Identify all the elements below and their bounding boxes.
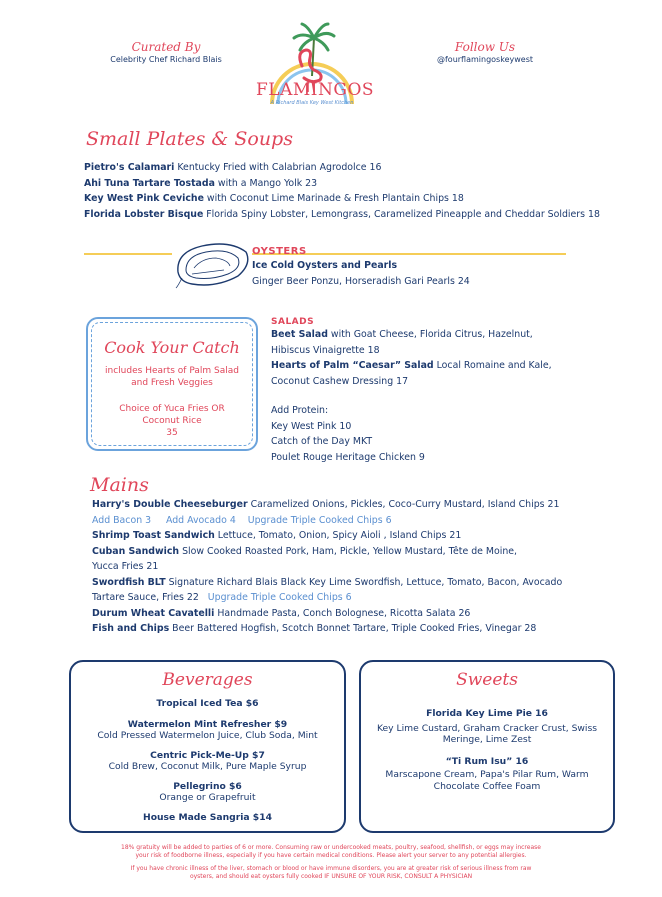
oysters-block (252, 246, 470, 289)
beverage-desc: Orange or Grapefruit (159, 792, 256, 803)
cook-line: Coconut Rice (142, 416, 202, 426)
sweet-name: Florida Key Lime Pie 16 (426, 708, 548, 719)
menu-item: Ahi Tuna Tartare Tostada with a Mango Yolk 23 (84, 177, 318, 189)
menu-item: Key West Pink Ceviche with Coconut Lime Marinade & Fresh Plantain Chips 18 (84, 193, 464, 204)
oyster-icon (172, 236, 252, 290)
beverage-name: Centric Pick-Me-Up $7 (150, 749, 265, 761)
protein-item: Poulet Rouge Heritage Chicken 9 (271, 451, 425, 463)
small-plates-list (84, 160, 600, 222)
sweet-desc: Meringe, Lime Zest (442, 734, 532, 745)
disclaimer-line: your risk of foodborne illness, especially if you have certain medical conditions. Please alert your server to any potential allergies. (135, 851, 527, 859)
sweet-desc: Key Lime Custard, Graham Cracker Crust, Swiss (376, 722, 598, 734)
menu-item: Shrimp Toast Sandwich Lettuce, Tomato, Onion, Spicy Aioli , Island Chips 21 (92, 530, 462, 541)
curated-by-label: Curated By (131, 40, 201, 54)
sweets-box (359, 660, 615, 833)
menu-item-name: Ice Cold Oysters and Pearls (252, 260, 398, 271)
salads-title: SALADS (271, 317, 315, 327)
beverages-title: Beverages (162, 670, 253, 690)
sweets-title: Sweets (456, 670, 518, 690)
cook-line: includes Hearts of Palm Salad (105, 366, 239, 376)
add-protein-label: Add Protein: (271, 405, 329, 416)
menu-item: Fish and Chips Beer Battered Hogfish, Scotch Bonnet Tartare, Triple Cooked Fries, Vinegar 28 (92, 623, 537, 634)
beverage-desc: Cold Pressed Watermelon Juice, Club Soda, Mint (97, 730, 318, 741)
menu-item-desc: Yucca Fries 21 (92, 561, 159, 572)
section-title-small-plates: Small Plates & Soups (86, 128, 293, 150)
menu-item: Swordfish BLT Signature Richard Blais Black Key Lime Swordfish, Lettuce, Tomato, Bacon, Avocado (92, 576, 563, 588)
beverage-name: Pellegrino $6 (173, 780, 242, 792)
beverage-name: House Made Sangria $14 (143, 811, 272, 823)
menu-item-desc: Hibiscus Vinaigrette 18 (271, 344, 380, 356)
logo-tagline: A Richard Blais Key West Kitchen (270, 100, 354, 106)
beverage-name: Watermelon Mint Refresher $9 (127, 718, 288, 730)
menu-item: Harry's Double Cheeseburger Caramelized Onions, Pickles, Coco-Curry Mustard, Island Chips 21 (92, 499, 560, 510)
menu-item: Florida Lobster Bisque Florida Spiny Lobster, Lemongrass, Caramelized Pineapple and Cheddar Soldiers 18 (84, 208, 600, 220)
oysters-title: OYSTERS (252, 246, 307, 257)
beverages-box (69, 660, 346, 833)
logo-wordmark: FLAMINGOS (256, 80, 375, 100)
burger-addons: Add Bacon 3 Add Avocado 4 Upgrade Triple Cooked Chips 6 (92, 514, 392, 526)
section-title-mains: Mains (90, 474, 149, 496)
cook-your-catch-details (86, 365, 258, 439)
menu-item: Beet Salad with Goat Cheese, Florida Citrus, Hazelnut, (271, 329, 533, 340)
sweet-desc: Marscapone Cream, Papa's Pilar Rum, Warm (385, 769, 589, 780)
menu-item: Hearts of Palm “Caesar” Salad Local Romaine and Kale, (271, 360, 552, 371)
menu-item: Pietro's Calamari Kentucky Fried with Calabrian Agrodolce 16 (84, 162, 382, 173)
sweets-list (361, 708, 613, 792)
beverages-list (71, 698, 344, 823)
instagram-handle: @fourflamingoskeywest (436, 55, 533, 64)
beverage-desc: Cold Brew, Coconut Milk, Pure Maple Syrup (108, 761, 307, 772)
menu-item: Durum Wheat Cavatelli Handmade Pasta, Conch Bolognese, Ricotta Salata 26 (92, 607, 471, 619)
cook-price: 35 (166, 428, 178, 438)
disclaimer-line: 18% gratuity will be added to parties of 6 or more. Consuming raw or undercooked meats, poultry, seafood, shellfish, or eggs may increase (121, 844, 541, 851)
mains-list (92, 497, 562, 637)
menu-item-desc: Ginger Beer Ponzu, Horseradish Gari Pearls 24 (252, 275, 470, 287)
sweet-name: “Ti Rum Isu” 16 (445, 755, 529, 767)
cook-line: and Fresh Veggies (131, 378, 213, 388)
menu-item-desc: Tartare Sauce, Fries 22 Upgrade Triple Cooked Chips 6 (92, 592, 352, 603)
disclaimer-line: If you have chronic illness of the liver, stomach or blood or have immune disorders, you are at greater risk of serious illness from raw (130, 865, 532, 873)
follow-us-block (430, 40, 540, 64)
protein-item: Key West Pink 10 (271, 420, 352, 432)
protein-item: Catch of the Day MKT (271, 436, 373, 447)
menu-item: Cuban Sandwich Slow Cooked Roasted Pork, Ham, Pickle, Yellow Mustard, Tête de Moine, (92, 545, 518, 557)
beverage-name: Tropical Iced Tea $6 (156, 698, 259, 709)
disclaimer (78, 844, 584, 880)
menu-item-desc: Coconut Cashew Dressing 17 (271, 375, 409, 387)
salads-block (271, 317, 552, 465)
cook-line: Choice of Yuca Fries OR (119, 404, 225, 414)
disclaimer-line: oysters, and should eat oysters fully cooked IF UNSURE OF YOUR RISK, CONSULT A PHYSICIAN (189, 872, 473, 880)
chef-name: Celebrity Chef Richard Blais (110, 55, 222, 64)
sweet-desc: Chocolate Coffee Foam (433, 780, 541, 792)
cook-your-catch-title: Cook Your Catch (104, 338, 240, 357)
follow-us-label: Follow Us (454, 40, 516, 54)
curated-by-block (108, 40, 224, 64)
